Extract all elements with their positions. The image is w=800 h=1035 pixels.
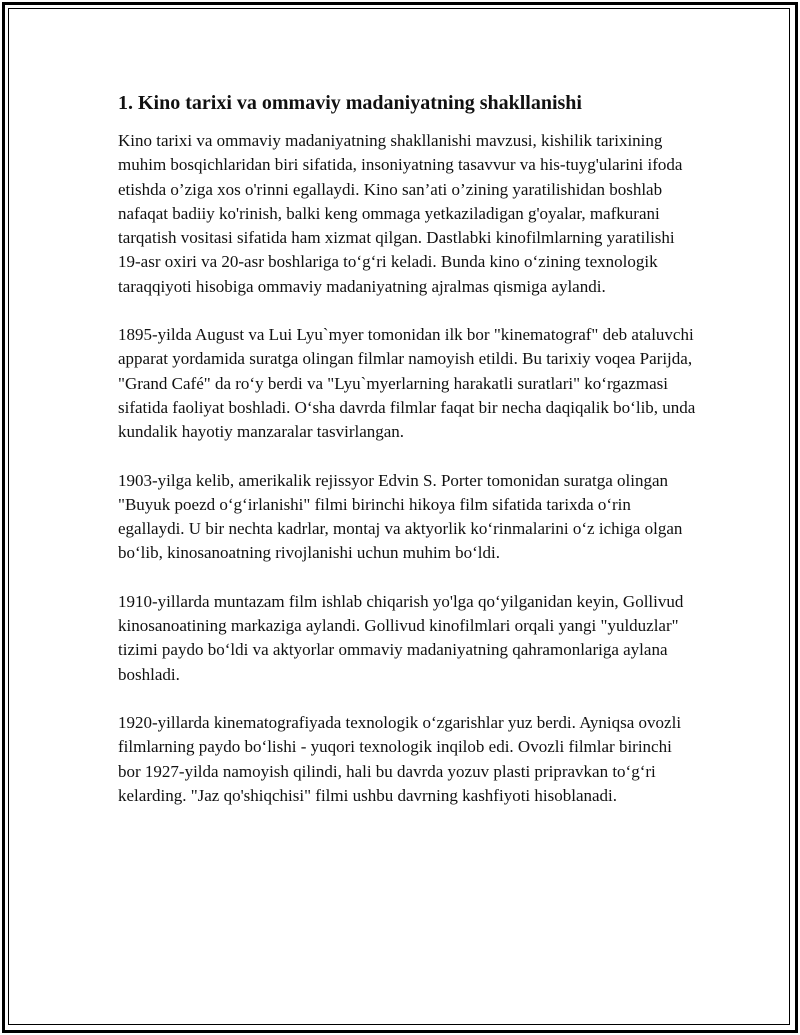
paragraph-1920s: 1920-yillarda kinematografiyada texnologik o‘zgarishlar yuz berdi. Ayniqsa ovozli filmlarning paydo bo‘lishi - yuqori texnologik inqilob edi. Ovozli filmlar birinchi bor 1927-yilda namoyish qilindi, hali bu davrda yozuv plasti pripravkan to‘g‘ri kelarding. "Jaz qo'shiqchisi" filmi ushbu davrning kashfiyoti hisoblanadi. [118, 712, 682, 805]
paragraph-1910s: 1910-yillarda muntazam film ishlab chiqarish yo'lga qo‘yilganidan keyin, Gollivud kinosanoatining markaziga aylandi. Gollivud kinofilmlari orqali yangi "yulduzlar" tizimi paydo bo‘ldi va aktyorlar ommaviy madaniyatning qahramonlariga aylana boshladi. [118, 591, 684, 684]
paragraph-1903: 1903-yilga kelib, amerikalik rejissyor Edvin S. Porter tomonidan suratga olingan "Buyuk poezd o‘g‘irlanishi" filmi birinchi hikoya film sifatida tarixda o‘rin egallaydi. U bir nechta kadrlar, montaj va aktyorlik ko‘rinmalarini o‘z ichiga olgan bo‘lib, kinosanoatning rivojlanishi uchun muhim bo‘ldi. [118, 470, 683, 563]
paragraph-intro: Kino tarixi va ommaviy madaniyatning shakllanishi mavzusi, kishilik tarixining muhim bosqichlaridan biri sifatida, insoniyatning tasavvur va his-tuyg'ularini ifoda etishda o’ziga xos o'rinni egallaydi. Kino san’ati o’zining yaratilishidan boshlab nafaqat badiiy ko'rinish, balki keng ommaga yetkaziladigan g'oyalar, mafkurani tarqatish vositasi sifatida ham xizmat qilgan. Dastlabki kinofilmlarning yaratilishi 19-asr oxiri va 20-asr boshlariga to‘g‘ri keladi. Bunda kino o‘zining texnologik taraqqiyoti hisobiga ommaviy madaniyatning ajralmas qismiga aylandi. [118, 131, 683, 296]
section-heading: 1. Kino tarixi va ommaviy madaniyatning shakllanishi [118, 92, 582, 114]
paragraph-1895: 1895-yilda August va Lui Lyu`myer tomonidan ilk bor "kinematograf" deb ataluvchi apparat yordamida suratga olingan filmlar namoyish etildi. Bu tarixiy voqea Parijda, "Grand Café" da ro‘y berdi va "Lyu`myerlarning harakatli suratlari" ko‘rgazmasi sifatida faoliyat boshladi. O‘sha davrda filmlar faqat bir necha daqiqalik bo‘lib, unda kundalik hayotiy manzaralar tasvirlangan. [118, 325, 696, 442]
document-body [118, 90, 698, 832]
